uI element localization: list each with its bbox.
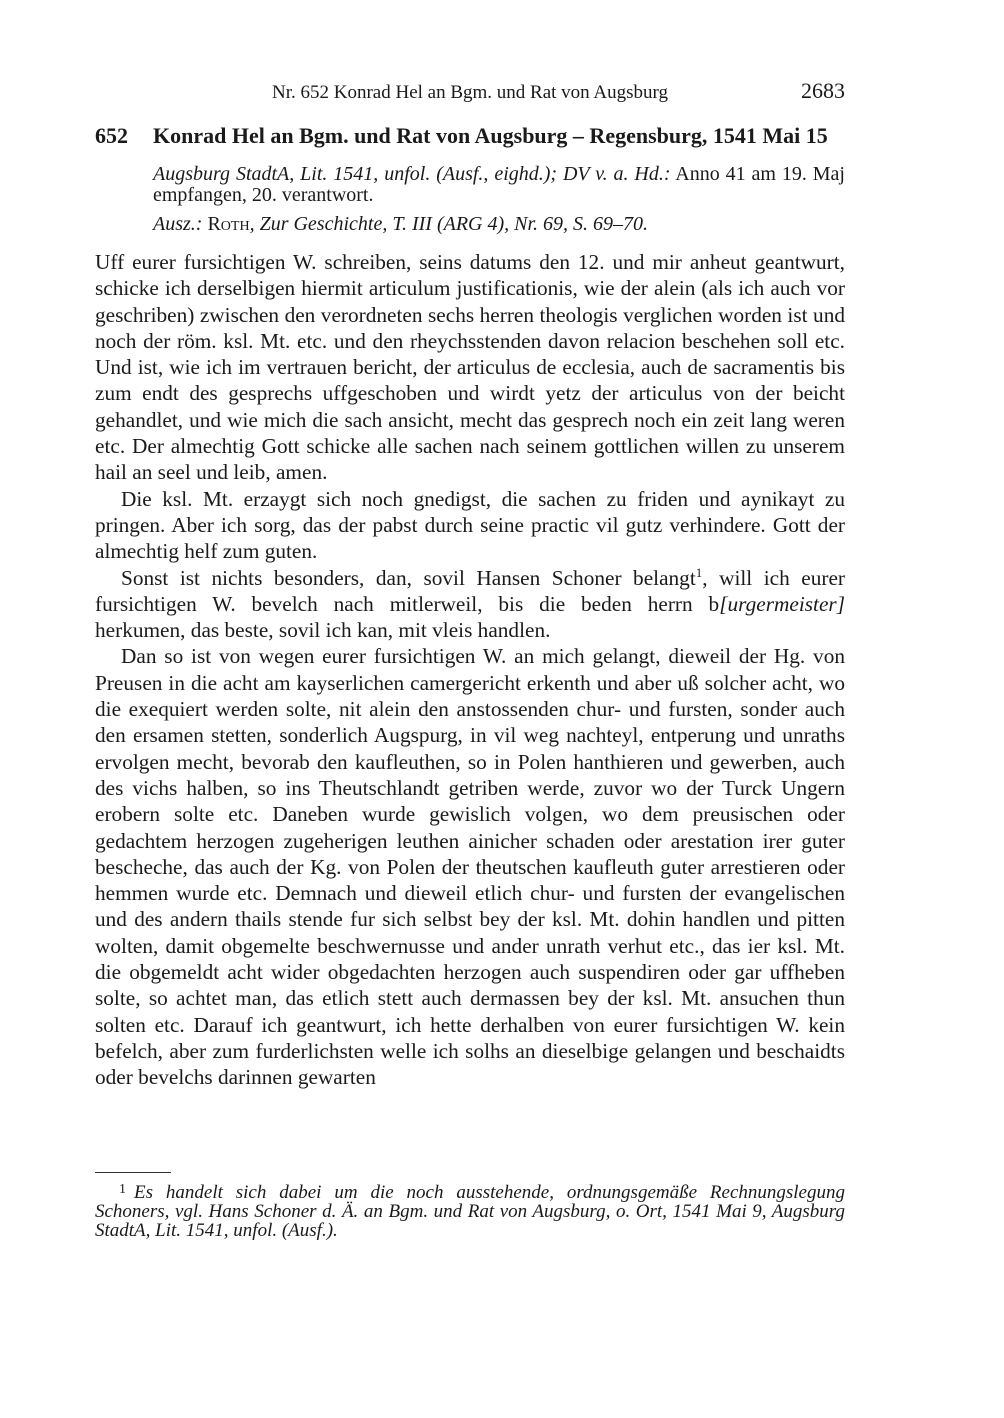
source-note xyxy=(153,164,845,206)
excerpt-author: Roth xyxy=(202,213,250,235)
document-heading xyxy=(95,122,845,150)
paragraph-2: Die ksl. Mt. erzaygt sich noch gnedigst, die sachen zu friden und aynikayt zu pringen. Aber ich sorg, das der pabst durch seine practic vil gutz verhindere. Gott der almechtig helf zum guten. xyxy=(95,486,845,564)
source-archive: Augsburg StadtA, Lit. 1541, unfol. (Ausf., eighd.); DV v. a. Hd.: xyxy=(153,163,671,185)
paragraph-3-part-c: herkumen, das beste, sovil ich kan, mit vleis handlen. xyxy=(95,618,551,643)
running-head-title: Nr. 652 Konrad Hel an Bgm. und Rat von Augsburg xyxy=(272,82,668,103)
page-number: 2683 xyxy=(801,78,845,103)
excerpt-reference: , Zur Geschichte, T. III (ARG 4), Nr. 69, S. 69–70. xyxy=(249,213,649,235)
paragraph-3 xyxy=(95,565,845,644)
paragraph-3-part-a: Sonst ist nichts besonders, dan, sovil Hansen Schoner belangt xyxy=(121,565,696,590)
source-endorsement: Anno 41 am 19. Maj empfangen, 20. verantwort. xyxy=(153,163,845,206)
letter-body xyxy=(95,249,845,1091)
running-head xyxy=(95,78,845,108)
document-title: Konrad Hel an Bgm. und Rat von Augsburg – Regensburg, 1541 Mai 15 xyxy=(153,123,828,148)
page xyxy=(95,78,845,1091)
document-number: 652 xyxy=(95,123,128,148)
excerpt-label: Ausz.: xyxy=(153,213,203,235)
editorial-expansion: [urgermeister] xyxy=(719,591,845,616)
footnote-reference[interactable]: 1 xyxy=(695,564,703,580)
footnote-mark: 1 xyxy=(119,1182,126,1197)
excerpt-note xyxy=(153,214,845,235)
paragraph-4: Dan so ist von wegen eurer fursichtigen W. an mich gelangt, dieweil der Hg. von Preusen in die acht am kayserlichen camergericht erkenth und aber uß solcher acht, wo die exequiert werden solte, nit alein den anstossenden chur- und fursten, sonder auch den ersamen stetten, sonderlich Augspurg, in vil weg nachteyl, entperung und unraths ervolgen mecht, bevorab den kaufleuthen, so in Polen hanthieren und gewerben, auch des vichs halben, so ins Theutschlandt getriben werde, zuvor wo der Turck Ungern erobern solte etc. Daneben wurde gewislich volgen, wo dem preusischen oder gedachtem herzogen zugeherigen leuthen ainicher schaden oder arestation irer guter bescheche, das auch der Kg. von Polen der theutschen kaufleuth guter arrestieren oder hemmen wurde etc. Demnach und dieweil etlich chur- und fursten der evangelischen und des andern thails stende fur sich selbst bey der ksl. Mt. dohin handlen und pitten wolten, damit obgemelte beschwernusse und ander unrath verhut etc., das ier ksl. Mt. die obgemeldt acht wider obgedachten herzogen auch suspendiren oder gar uffheben solte, so achtet man, das etlich stett auch dermassen bey der ksl. Mt. ansuchen thun solten etc. Darauf ich geantwurt, ich hette derhalben von eurer fursichtigen W. kein befelch, aber zum furderlichsten welle ich solhs an dieselbige gelangen und beschaidts oder bevelchs darinnen gewarten xyxy=(95,644,845,1090)
paragraph-3-part-b: , will ich eurer fursichtigen W. bevelch nach mitlerweil, bis die beden herrn b xyxy=(95,565,845,616)
footnote-text: Es handelt sich dabei um die noch ausstehende, ordnungsgemäße Rechnungslegung Schoners, vgl. Hans Schoner d. Ä. an Bgm. und Rat von Augsburg, o. Ort, 1541 Mai 9, Augsburg StadtA, Lit. 1541, unfol. (Ausf.). xyxy=(95,1182,845,1241)
footnote xyxy=(95,1180,845,1240)
footnote-divider xyxy=(95,1172,171,1173)
paragraph-1: Uff eurer fursichtigen W. schreiben, seins datums den 12. und mir anheut geantwurt, schicke ich derselbigen hiermit articulum justificationis, wie der alein (als ich auch vor geschriben) zwischen den verordneten sechs herren theologis verglichen worden ist und noch der röm. ksl. Mt. etc. und den rheychsstenden davon relacion beschehen soll etc. Und ist, wie ich im vertrauen bericht, der articulus de ecclesia, auch de sacramentis bis zum endt des gesprechs uffgeschoben und wirdt yetz der articulus von der beicht gehandlet, und wie mich die sach ansicht, mecht das gesprech noch ein zeit lang weren etc. Der almechtig Gott schicke alle sachen nach seinem gottlichen willen zu unserem hail an seel und leib, amen. xyxy=(95,250,845,485)
